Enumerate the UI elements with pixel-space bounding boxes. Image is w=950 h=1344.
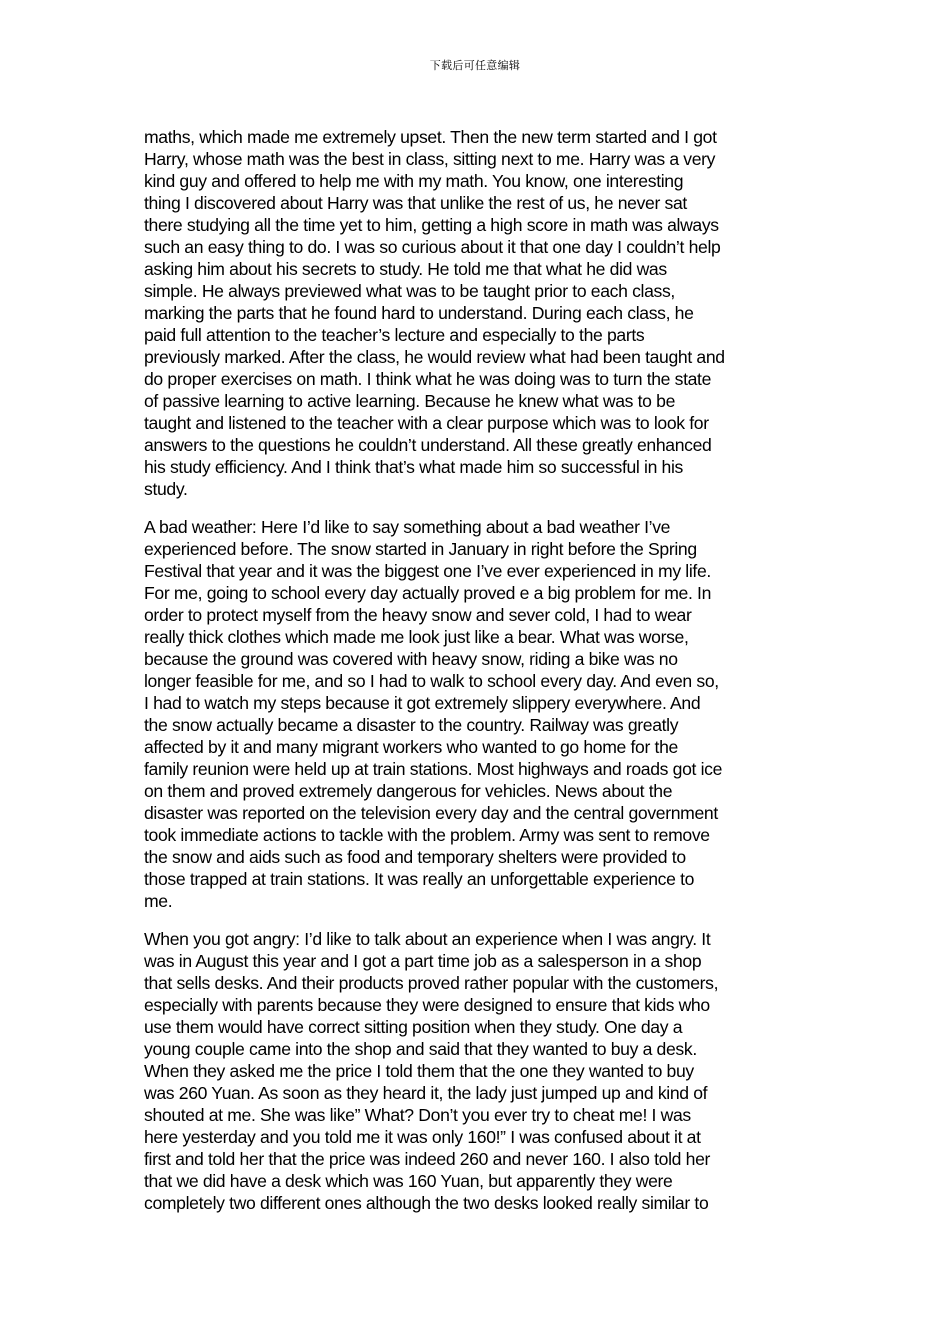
text-line: on them and proved extremely dangerous for vehicles. News about the [144, 781, 673, 801]
text-line: A bad weather: Here I’d like to say something about a bad weather I’ve [144, 517, 671, 537]
text-line: For me, going to school every day actually proved e a big problem for me. In [144, 583, 712, 603]
text-line: there studying all the time yet to him, getting a high score in math was always [144, 215, 719, 235]
paragraph [144, 928, 808, 1214]
text-line: young couple came into the shop and said that they wanted to buy a desk. [144, 1039, 697, 1059]
paragraph [144, 126, 808, 500]
text-line: thing I discovered about Harry was that unlike the rest of us, he never sat [144, 193, 687, 213]
text-line: kind guy and offered to help me with my math. You know, one interesting [144, 171, 684, 191]
text-line: family reunion were held up at train stations. Most highways and roads got ice [144, 759, 723, 779]
text-line: shouted at me. She was like” What? Don’t you ever try to cheat me! I was [144, 1105, 691, 1125]
text-line: here yesterday and you told me it was only 160!” I was confused about it at [144, 1127, 701, 1147]
text-line: answers to the questions he couldn’t understand. All these greatly enhanced [144, 435, 712, 455]
text-line: affected by it and many migrant workers who wanted to go home for the [144, 737, 678, 757]
text-line: such an easy thing to do. I was so curious about it that one day I couldn’t help [144, 237, 721, 257]
text-line: When they asked me the price I told them that the one they wanted to buy [144, 1061, 694, 1081]
text-line: first and told her that the price was indeed 260 and never 160. I also told her [144, 1149, 711, 1169]
text-line: do proper exercises on math. I think what he was doing was to turn the state [144, 369, 712, 389]
text-line: paid full attention to the teacher’s lecture and especially to the parts [144, 325, 645, 345]
text-line: previously marked. After the class, he would review what had been taught and [144, 347, 725, 367]
text-line: disaster was reported on the television every day and the central government [144, 803, 718, 823]
text-line: taught and listened to the teacher with a clear purpose which was to look for [144, 413, 709, 433]
text-line: the snow and aids such as food and temporary shelters were provided to [144, 847, 686, 867]
text-line: maths, which made me extremely upset. Then the new term started and I got [144, 127, 717, 147]
page-header: 下载后可任意编辑 [429, 59, 521, 72]
text-line: longer feasible for me, and so I had to walk to school every day. And even so, [144, 671, 719, 691]
text-line: completely two different ones although the two desks looked really similar to [144, 1193, 709, 1213]
text-line: order to protect myself from the heavy snow and sever cold, I had to wear [144, 605, 692, 625]
text-line: because the ground was covered with heavy snow, riding a bike was no [144, 649, 678, 669]
text-line: the snow actually became a disaster to the country. Railway was greatly [144, 715, 679, 735]
text-line: use them would have correct sitting position when they study. One day a [144, 1017, 683, 1037]
text-line: those trapped at train stations. It was really an unforgettable experience to [144, 869, 695, 889]
text-line: Festival that year and it was the biggest one I’ve ever experienced in my life. [144, 561, 711, 581]
text-line: asking him about his secrets to study. He told me that what he did was [144, 259, 667, 279]
text-line: study. [144, 479, 188, 499]
text-line: especially with parents because they were designed to ensure that kids who [144, 995, 710, 1015]
document-body [144, 126, 808, 1230]
text-line: I had to watch my steps because it got extremely slippery everywhere. And [144, 693, 701, 713]
text-line: of passive learning to active learning. Because he knew what was to be [144, 391, 676, 411]
paragraph [144, 516, 808, 912]
text-line: that sells desks. And their products proved rather popular with the customers, [144, 973, 719, 993]
text-line: really thick clothes which made me look just like a bear. What was worse, [144, 627, 689, 647]
text-line: his study efficiency. And I think that’s what made him so successful in his [144, 457, 683, 477]
text-line: was in August this year and I got a part time job as a salesperson in a shop [144, 951, 702, 971]
text-line: that we did have a desk which was 160 Yuan, but apparently they were [144, 1171, 673, 1191]
text-line: When you got angry: I’d like to talk about an experience when I was angry. It [144, 929, 711, 949]
text-line: took immediate actions to tackle with the problem. Army was sent to remove [144, 825, 710, 845]
text-line: marking the parts that he found hard to understand. During each class, he [144, 303, 694, 323]
text-line: was 260 Yuan. As soon as they heard it, the lady just jumped up and kind of [144, 1083, 708, 1103]
text-line: me. [144, 891, 173, 911]
text-line: Harry, whose math was the best in class, sitting next to me. Harry was a very [144, 149, 716, 169]
text-line: simple. He always previewed what was to be taught prior to each class, [144, 281, 675, 301]
text-line: experienced before. The snow started in January in right before the Spring [144, 539, 697, 559]
